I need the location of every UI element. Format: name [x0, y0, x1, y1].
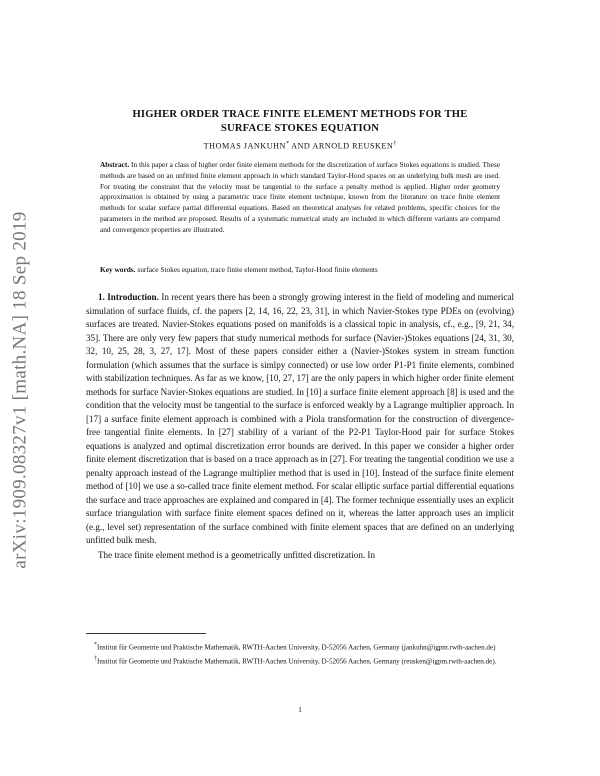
footnote-1-mark: * [94, 642, 97, 648]
footnote-2-mark: † [94, 656, 97, 663]
arxiv-id-text: arXiv:1909.08327v1 [math.NA] 18 Sep 2019 [10, 211, 32, 569]
abstract [100, 160, 500, 236]
author-list [86, 141, 514, 151]
arxiv-identifier-stamp [8, 130, 34, 650]
author-jankuhn: THOMAS JANKUHN [203, 141, 286, 151]
author1-footnote-mark: * [285, 141, 289, 147]
footnote-1 [86, 640, 514, 653]
author-reusken: ARNOLD REUSKEN [312, 141, 394, 151]
keywords [100, 265, 500, 276]
footnote-divider [86, 633, 206, 634]
intro-paragraph-1-text: In recent years there has been a strongly growing interest in the field of modeling and numerical simulation of surface fluids, cf. the papers [2, 14, 16, 22, 23, 31], in which Navier-Stokes type PDEs on (evolving) surfaces are treated. Navier-Stokes equations posed on manifolds is a classical topic in analysis, cf., e.g., [9, 21, 34, 35]. There are only very few papers that study numerical methods for surface (Navier-)Stokes equations [24, 31, 30, 32, 10, 25, 28, 3, 27, 17]. Most of these papers consider either a (Navier-)Stokes system in stream function formulation (which assumes that the surface is simlpy connected) or use low order P1-P1 finite elements, combined with stabilization techniques. As far as we know, [10, 27, 17] are the only papers in which higher order finite element methods for surface Navier-Stokes equations are studied. In [10] a surface finite element approach [8] is used and the condition that the velocity must be tangential to the surface is enforced weakly by a Lagrange multiplier approach. In [17] a surface finite element approach is combined with a Piola transformation for the construction of divergence-free tangential finite elements. In [27] stability of a variant of the P2-P1 Taylor-Hood pair for surface Stokes equations is analyzed and optimal discretization error bounds are derived. In this paper we consider a higher order finite element discretization that is based on a trace approach as in [27]. For treating the tangential condition we use a penalty approach instead of the Lagrange multiplier method that is used in [10]. Instead of the surface finite element method of [10] we use a so-called trace finite element method. For scalar elliptic surface partial differential equations the surface and trace approaches are explained and compared in [4]. The former technique essentially uses an explicit surface triangulation with surface finite element spaces defined on it, whereas the latter approach uses an implicit (e.g., level set) representation of the surface combined with finite element spaces that are defined on an underlying unfitted bulk mesh. [86, 292, 514, 545]
footnote-2-text: Institut für Geometrie und Praktische Mathematik, RWTH-Aachen University, D-52056 Aachen, Germany (reusken@igpm.rwth-aachen.de). [97, 657, 497, 666]
footnotes [86, 640, 514, 668]
keywords-text: surface Stokes equation, trace finite element method, Taylor-Hood finite elements [137, 265, 378, 274]
keywords-label: Key words. [100, 265, 136, 274]
footnote-2 [86, 654, 514, 667]
section-heading: 1. Introduction. [98, 292, 159, 302]
abstract-text: In this paper a class of higher order finite element methods for the discretization of surface Stokes equations is studied. These methods are based on an unfitted finite element approach in which standard Taylor-Hood spaces on an underlying bulk mesh are used. For treating the constraint that the velocity must be tangential to the surface a penalty method is applied. Higher order geometry approximation is obtained by using a parametric trace finite element technique, known from the literature on trace finite element methods for scalar surface partial differential equations. Based on theoretical analyses for related problems, specific choices for the parameters in the method are proposed. Results of a systematic numerical study are included in which different variants are compared and convergence properties are illustrated. [100, 160, 501, 234]
author-separator: AND [288, 141, 313, 151]
title-line-2: SURFACE STOKES EQUATION [220, 122, 380, 134]
footnote-1-text: Institut für Geometrie und Praktische Mathematik, RWTH-Aachen University, D-52056 Aachen, Germany (jankuhn@igpm.rwth-aachen.de) [97, 643, 496, 652]
introduction-section [86, 291, 514, 562]
author2-footnote-mark: † [393, 141, 397, 147]
title-line-1: HIGHER ORDER TRACE FINITE ELEMENT METHODS FOR THE [132, 109, 468, 120]
abstract-label: Abstract. [100, 160, 130, 169]
paper-title [86, 108, 514, 135]
page-number: 1 [298, 705, 302, 714]
intro-paragraph-2: The trace finite element method is a geometrically unfitted discretization. In [98, 549, 375, 560]
intro-paragraph-1 [86, 291, 514, 548]
